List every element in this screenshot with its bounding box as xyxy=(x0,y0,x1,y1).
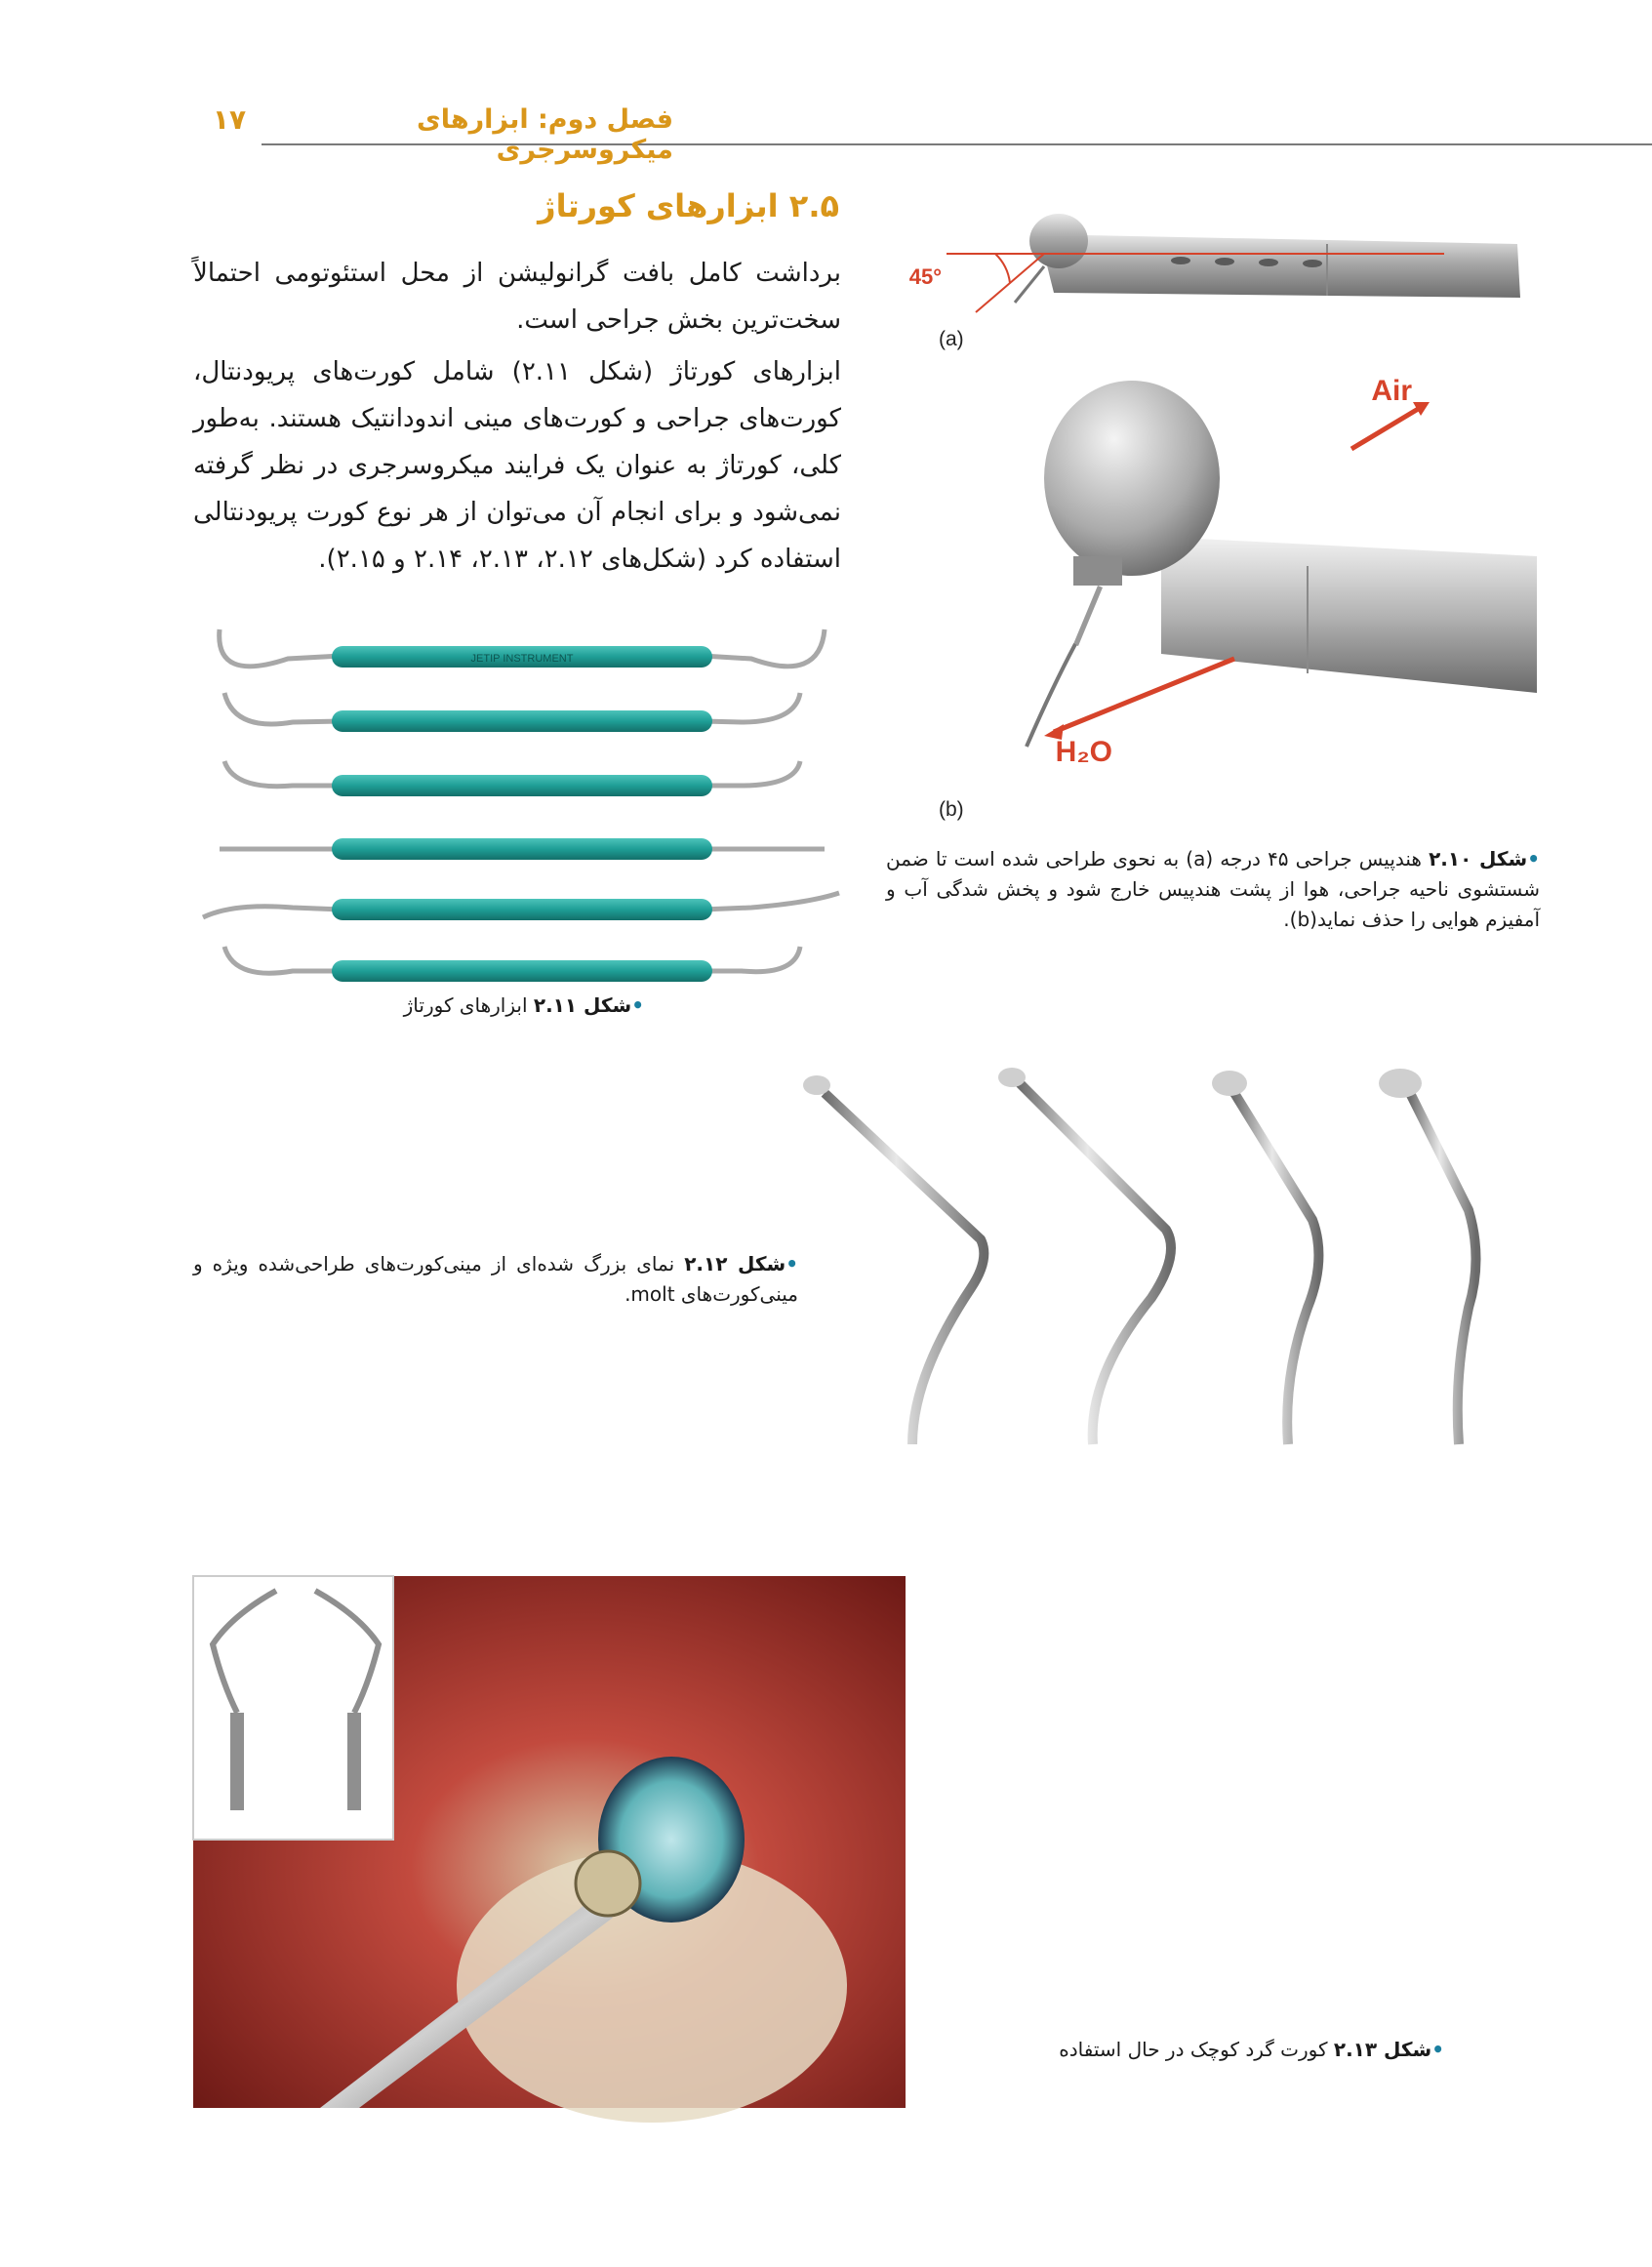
figure-2-12-mini-curettes-photo xyxy=(795,1054,1556,1561)
chapter-title: فصل دوم: ابزارهای میکروسرجری xyxy=(417,104,673,165)
bullet-icon: • xyxy=(631,993,644,1017)
brand-text: JETIP INSTRUMENT xyxy=(470,653,574,665)
bullet-icon: • xyxy=(1431,2038,1444,2061)
paragraph-2: ابزارهای کورتاژ (شکل ۲.۱۱) شامل کورت‌های پریودنتال، کورت‌های جراحی و کورت‌های مینی اندودانتیک هستند. به‌طور کلی، کورتاژ به عنوان یک فرایند میکروسرجری در نظر گرفته نمی‌شود و برای انجام آن می‌توان از هر نوع کورت پریودنتالی استفاده کرد (شکل‌های ۲.۱۲، ۲.۱۳، ۲.۱۴ و ۲.۱۵). xyxy=(193,357,842,574)
figure-2-11-caption xyxy=(351,991,644,1021)
air-label: Air xyxy=(1371,375,1412,407)
figure-2-13-surgical-photo xyxy=(193,1576,906,2108)
paragraph-1: برداشت کامل بافت گرانولیشن از محل استئوتومی احتمالاً سخت‌ترین بخش جراحی است. xyxy=(193,259,841,335)
caption-label: شکل ۲.۱۱ xyxy=(533,993,632,1017)
figure-2-10-label-b: (b) xyxy=(939,798,964,821)
caption-text: ابزارهای کورتاژ xyxy=(403,993,528,1017)
figure-2-12-caption xyxy=(193,1249,798,1310)
page-number: ۱۷ xyxy=(212,103,247,136)
bullet-icon: • xyxy=(1527,847,1540,870)
caption-text: هندپیس جراحی ۴۵ درجه (a) به نحوی طراحی شده است تا ضمن شستشوی ناحیه جراحی، هوا از پشت هندپیس خارج شود و پخش شدگی آب و آمفیزم هوایی را حذف نماید(b). xyxy=(886,847,1540,931)
bullet-icon: • xyxy=(786,1252,798,1275)
h2o-label: H₂O xyxy=(1055,736,1112,768)
section-title: ۲.۵ ابزارهای کورتاژ xyxy=(538,187,839,224)
angle-label: 45° xyxy=(908,264,942,289)
caption-label: شکل ۲.۱۳ xyxy=(1333,2038,1432,2061)
caption-label: شکل ۲.۱۰ xyxy=(1429,847,1528,870)
caption-text: کورت گرد کوچک در حال استفاده xyxy=(1059,2038,1328,2061)
figure-2-10a-handpiece-photo xyxy=(908,190,1522,317)
figure-2-10-label-a: (a) xyxy=(939,328,964,350)
figure-2-11-curettes-photo xyxy=(195,615,844,986)
caption-label: شکل ۲.۱۲ xyxy=(684,1252,786,1275)
figure-2-10b-handpiece-closeup xyxy=(937,361,1537,771)
figure-2-13-caption xyxy=(937,2035,1444,2065)
figure-2-10-caption xyxy=(886,844,1540,935)
caption-text: نمای بزرگ شده‌ای از مینی‌کورت‌های طراحی‌شده ویژه و مینی‌کورت‌های molt. xyxy=(193,1252,798,1306)
